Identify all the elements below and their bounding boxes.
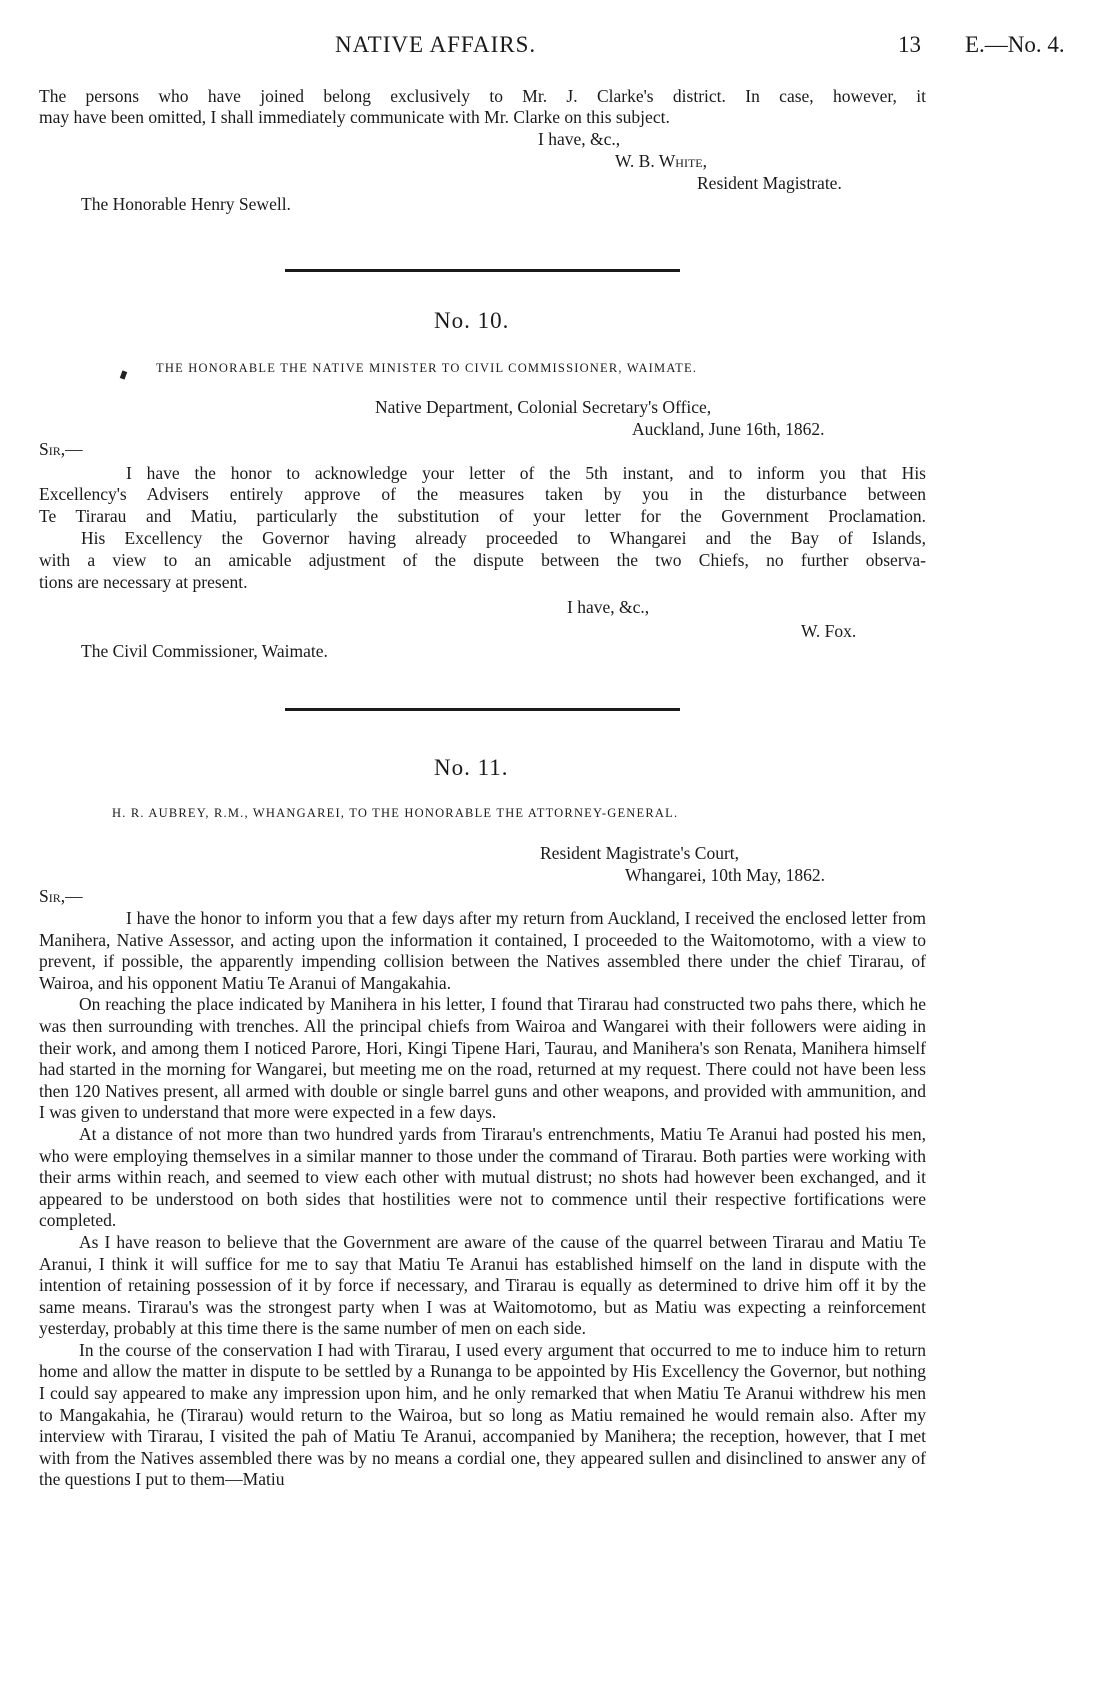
letter-10-salutation: Sir,—	[39, 439, 83, 459]
running-header	[0, 32, 1114, 62]
letter-10-closing: I have, &c.,	[567, 597, 650, 617]
prev-letter-line-1: The persons who have joined belong exclusively to Mr. J. Clarke's district. In case, however, it	[39, 86, 926, 106]
header-title: NATIVE AFFAIRS.	[335, 32, 537, 57]
letter-10-line-1: I have the honor to acknowledge your letter of the 5th instant, and to inform you that His	[126, 463, 926, 483]
letter-10-heading: THE HONORABLE THE NATIVE MINISTER TO CIVIL COMMISSIONER, WAIMATE.	[156, 361, 698, 375]
letter-11-paragraph-4: As I have reason to believe that the Government are aware of the cause of the quarrel between Tirarau and Matiu Te Aranui, I think it will suffice for me to say that Matiu Te Aranui has established himself on the land in dispute with the intention of retaining possession of it by force if necessary, and Tirarau is equally as determined to drive him off it by the same means. Tirarau's was the strongest party when I was at Waitomotomo, but as Matiu was expecting a reinforcement yesterday, probably at this time there is the same number of men on each side.	[39, 1231, 926, 1339]
letter-10-number: No. 10.	[434, 308, 510, 333]
letter-11-heading: H. R. AUBREY, R.M., WHANGAREI, TO THE HONORABLE THE ATTORNEY-GENERAL.	[112, 806, 679, 820]
prev-letter-closing: I have, &c.,	[538, 129, 621, 149]
section-divider	[285, 269, 680, 272]
letter-10-line-4: His Excellency the Governor having already proceeded to Whangarei and the Bay of Islands,	[81, 528, 926, 548]
letter-10-signature: W. Fox.	[801, 621, 857, 641]
letter-11-paragraph-3: At a distance of not more than two hundred yards from Tirarau's entrenchments, Matiu Te Aranui had posted his men, who were employing themselves in a similar manner to those under the command of Tirarau. Both parties were working with their arms within reach, and seemed to view each other with mutual distrust; no shots had however been exchanged, and it appeared to be understood on both sides that hostilities were not to commence until their respective fortifications were completed.	[39, 1123, 926, 1231]
letter-11-body	[39, 908, 926, 1491]
prev-letter-signature: W. B. White,	[615, 151, 707, 171]
letter-11-number: No. 11.	[434, 755, 509, 780]
letter-10-line-3: Te Tirarau and Matiu, particularly the substitution of your letter for the Government Proclamation.	[39, 506, 926, 526]
printer-mark	[120, 370, 127, 379]
letter-10-addressee: The Civil Commissioner, Waimate.	[81, 641, 328, 661]
letter-11-salutation: Sir,—	[39, 886, 83, 906]
letter-11-address-line-1: Resident Magistrate's Court,	[540, 843, 740, 863]
letter-10-line-6: tions are necessary at present.	[39, 572, 248, 592]
letter-10-line-2: Excellency's Advisers entirely approve of the measures taken by you in the disturbance between	[39, 484, 926, 504]
letter-10-address-line-1: Native Department, Colonial Secretary's Office,	[375, 397, 712, 417]
document-reference: E.—No. 4.	[965, 32, 1065, 57]
letter-11-paragraph-1: I have the honor to inform you that a few days after my return from Auckland, I received the enclosed letter from Manihera, Native Assessor, and acting upon the information it contained, I proceeded to the Waitomotomo, with a view to prevent, if possible, the apparently impending collision between the Natives assembled there under the chief Tirarau, of Wairoa, and his opponent Matiu Te Aranui of Mangakahia.	[39, 908, 926, 993]
letter-10-date: Auckland, June 16th, 1862.	[632, 419, 825, 439]
letter-11-paragraph-2: On reaching the place indicated by Manihera in his letter, I found that Tirarau had constructed two pahs there, which he was then surrounding with trenches. All the principal chiefs from Wairoa and Wangarei with their followers were aiding in their work, and among them I noticed Parore, Hori, Kingi Tipene Hari, Taurau, and Manihera's son Renata, Manihera himself had started in the morning for Wangarei, but meeting me on the road, returned at my request. There could not have been less then 120 Natives present, all armed with double or single barrel guns and other weapons, and provided with ammunition, and I was given to understand that more were expected in a few days.	[39, 994, 926, 1123]
section-divider	[285, 708, 680, 711]
prev-letter-signatory-title: Resident Magistrate.	[697, 173, 842, 193]
letter-10-line-5: with a view to an amicable adjustment of the dispute between the two Chiefs, no further observa-	[39, 550, 926, 570]
prev-letter-line-2: may have been omitted, I shall immediately communicate with Mr. Clarke on this subject.	[39, 107, 670, 127]
letter-11-date: Whangarei, 10th May, 1862.	[625, 865, 826, 885]
prev-letter-addressee: The Honorable Henry Sewell.	[81, 194, 291, 214]
page-number: 13	[898, 32, 921, 57]
letter-11-paragraph-5: In the course of the conservation I had with Tirarau, I used every argument that occurred to me to induce him to return home and allow the matter in dispute to be settled by a Runanga to be appointed by His Excellency the Governor, but nothing I could say appeared to make any impression upon him, and he only remarked that when Matiu Te Aranui withdrew his men to Mangakahia, he (Tirarau) would return to the Wairoa, but so long as Matiu remained he would remain also. After my interview with Tirarau, I visited the pah of Matiu Te Aranui, accompanied by Manihera; the reception, however, that I met with from the Natives assembled there was by no means a cordial one, they appeared sullen and disinclined to answer any of the questions I put to them—Matiu	[39, 1339, 926, 1490]
